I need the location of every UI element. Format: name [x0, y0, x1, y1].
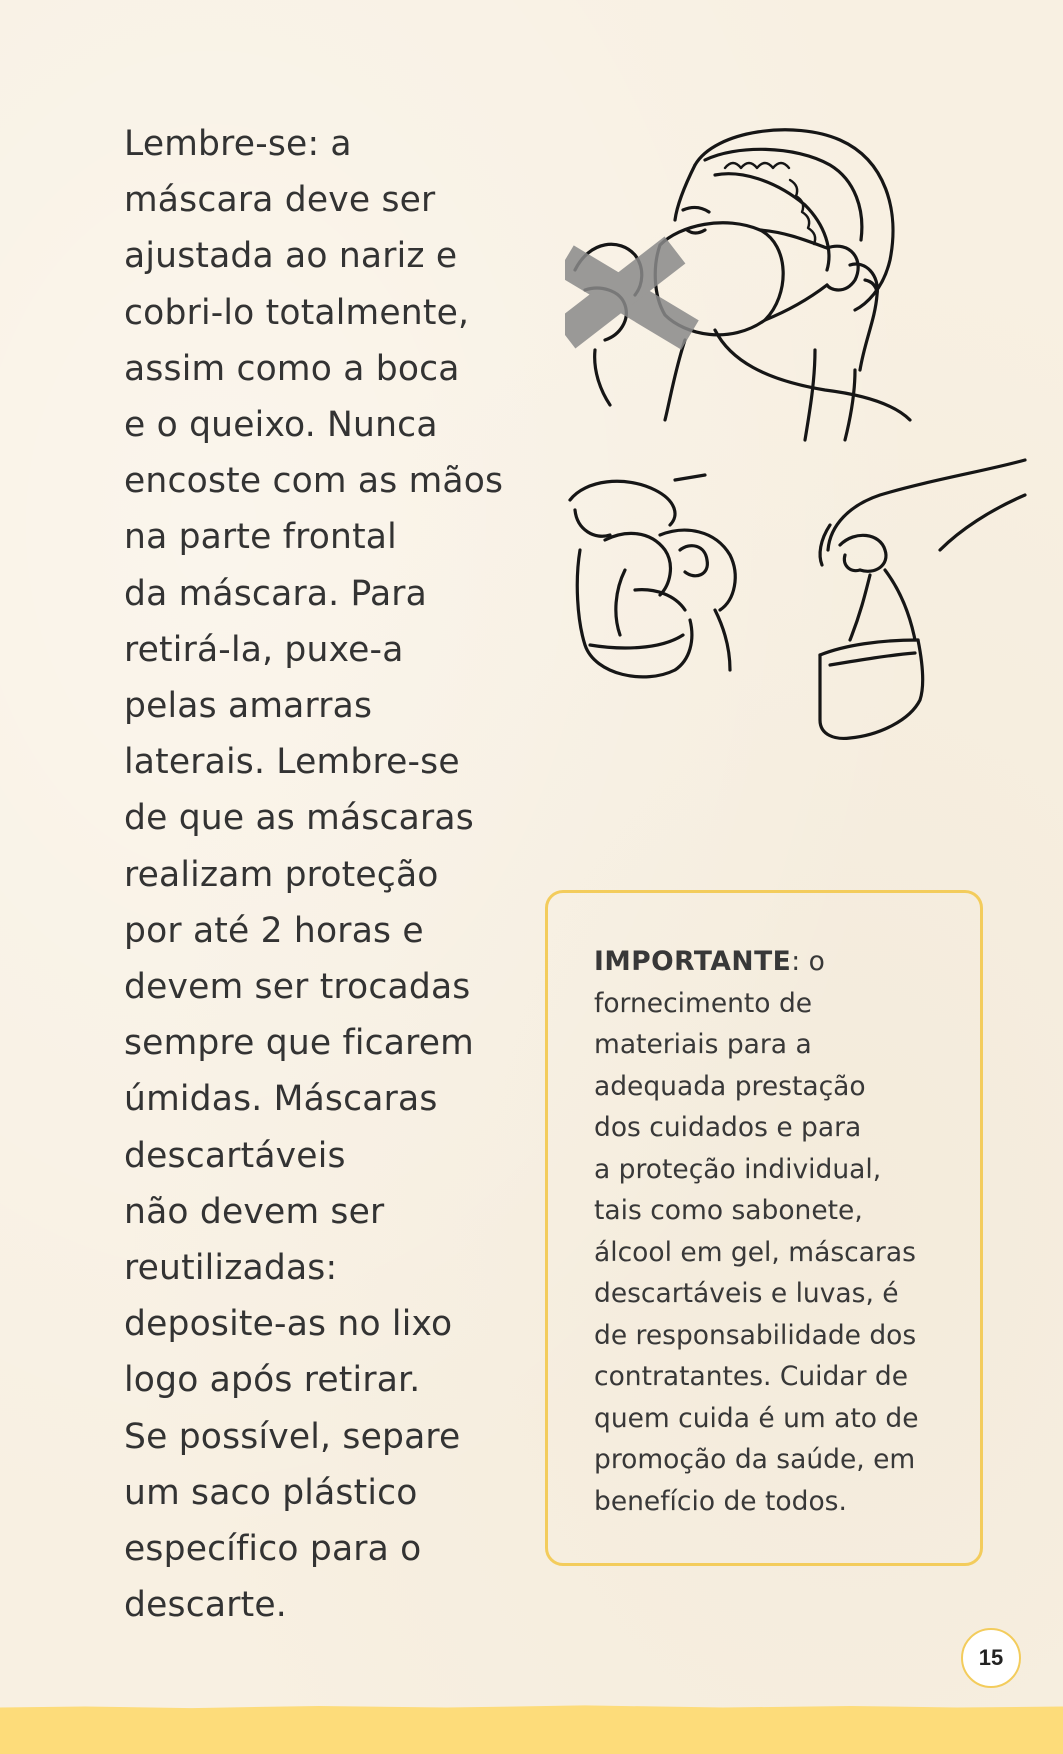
important-note-body: : o fornecimento de materiais para a adequada prestação dos cuidados e para a proteção individual, tais como sabonete, álcool em gel, máscaras descartáveis e luvas, é de responsabilidade dos contratantes. Cuidar de quem cuida é um ato de promoção da saúde, em benefício de todos. [594, 946, 919, 1517]
important-note-box [545, 890, 983, 1566]
mask-instructions-text: Lembre-se: a máscara deve ser ajustada ao nariz e cobri-lo totalmente, assim como a boca e o queixo. Nunca encoste com as mãos na parte frontal da máscara. Para retirá-la, puxe-a pelas amarras laterais. Lembre-se de que as máscaras realizam proteção por até 2 horas e devem ser trocadas sempre que ficarem úmidas. Máscaras descartáveis não devem ser reutilizadas: deposite-as no lixo logo após retirar. Se possível, separe um saco plástico específico para o descarte. [124, 124, 504, 1626]
important-note-label: IMPORTANTE [594, 946, 792, 977]
important-note-text [594, 941, 944, 1522]
mask-held-by-strap-illustration [810, 455, 1035, 745]
person-adjusting-mask-illustration [565, 120, 945, 460]
page-number: 15 [961, 1628, 1021, 1688]
decorative-bottom-band [0, 1700, 1063, 1754]
wrong-way-x-icon [565, 250, 690, 335]
mask-folded-hands-illustration [565, 470, 765, 695]
